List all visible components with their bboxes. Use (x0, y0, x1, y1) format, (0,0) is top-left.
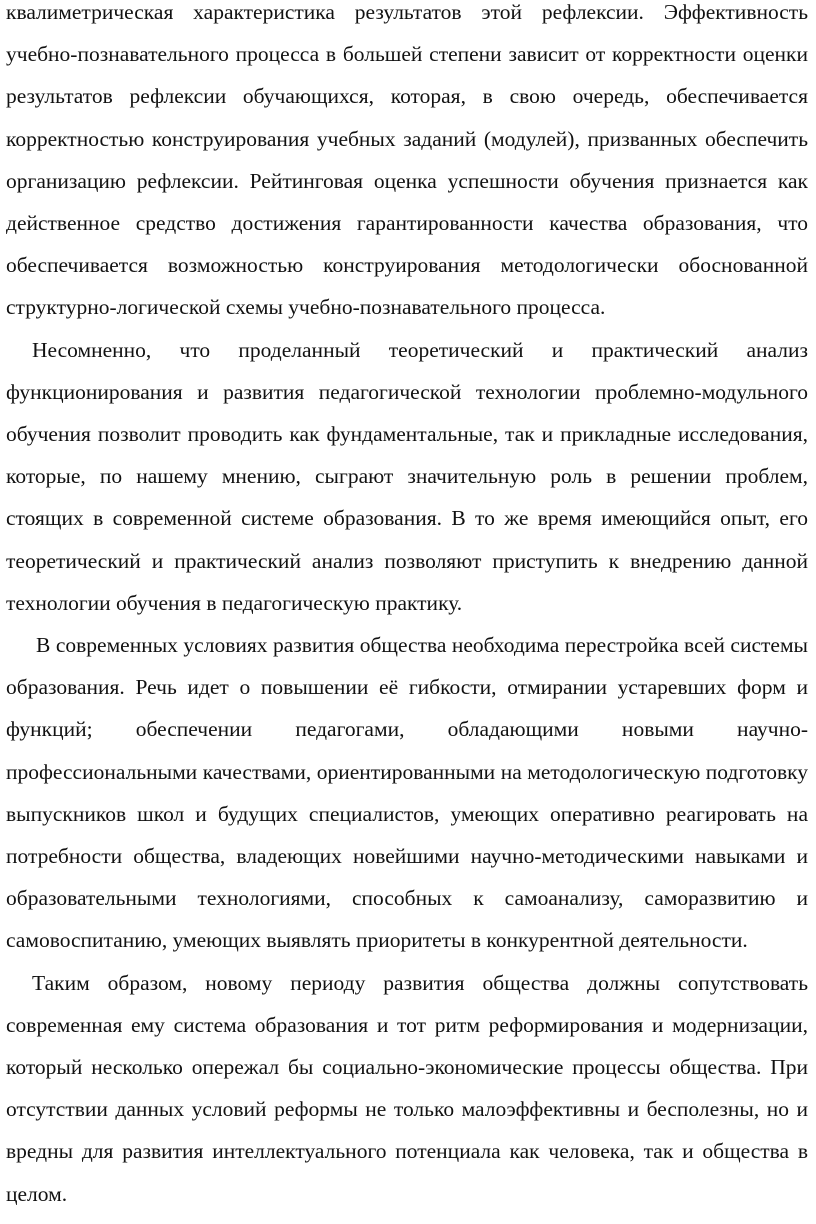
paragraph-1: квалиметрическая характеристика результатов этой рефлексии. Эффективность учебно-познавательного процесса в большей степени зависит от корректности оценки результатов рефлексии обучающихся, которая, в свою очередь, обеспечивается корректностью конструирования учебных заданий (модулей), призванных обеспечить организацию рефлексии. Рейтинговая оценка успешности обучения признается как действенное средство достижения гарантированности качества образования, что обеспечивается возможностью конструирования методологически обоснованной структурно-логической схемы учебно-познавательного процесса. (6, 0, 808, 320)
paragraph-2: Несомненно, что проделанный теоретический и практический анализ функционирования и развития педагогической технологии проблемно-модульного обучения позволит проводить как фундаментальные, так и прикладные исследования, которые, по нашему мнению, сыграют значительную роль в решении проблем, стоящих в современной системе образования. В то же время имеющийся опыт, его теоретический и практический анализ позволяют приступить к внедрению данной технологии обучения в педагогическую практику. (6, 337, 808, 615)
paragraph-4: Таким образом, новому периоду развития общества должны сопутствовать современная ему система образования и тот ритм реформирования и модернизации, который несколько опережал бы социально-экономические процессы общества. При отсутствии данных условий реформы не только малоэффективны и бесполезны, но и вредны для развития интеллектуального потенциала как человека, так и общества в целом. (6, 970, 808, 1206)
paragraph-3: В современных условиях развития общества необходима перестройка всей системы образования. Речь идет о повышении её гибкости, отмирании устаревших форм и функций; обеспечении педагогами, обладающими новыми научно-профессиональными качествами, ориентированными на методологическую подготовку выпускников школ и будущих специалистов, умеющих оперативно реагировать на потребности общества, владеющих новейшими научно-методическими навыками и образовательными технологиями, способных к самоанализу, саморазвитию и самовоспитанию, умеющих выявлять приоритеты в конкурентной деятельности. (6, 633, 808, 953)
